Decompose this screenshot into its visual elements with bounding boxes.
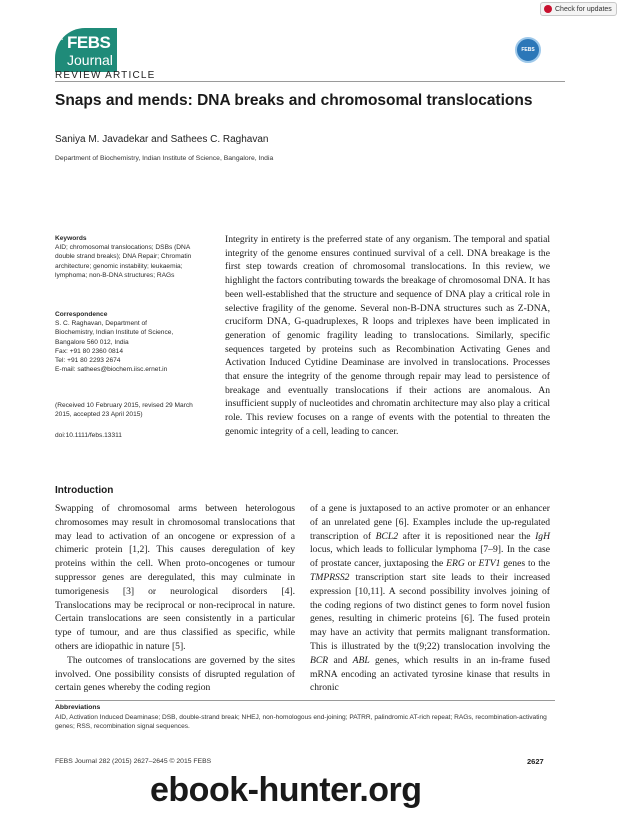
article-type: REVIEW ARTICLE <box>55 70 156 81</box>
header-divider <box>55 81 565 82</box>
paragraph: Swapping of chromosomal arms between heterologous chromosomes may result in chromosomal translocations that may lead to activation of an oncogene or expression of a chimeric protein [1,2]. This causes deregulation of key proteins within the cell. When proto-oncogenes or tumour suppressor genes are deregulated, this may culminate in tumorigenesis [3] or neurological disorders [4]. Translocations may be reciprocal or non-reciprocal in nature. Certain translocations are seen consistently in a particular type of tumour, and are thus classified as specific, while others are idiopathic in nature [5]. <box>55 503 295 652</box>
text-run: genes, which results in an in-frame fused mRNA encoding an activated tyrosine kinase that results in chronic <box>310 654 550 694</box>
text-run: transcription start site leads to their increased expression [10,11]. A second possibility involves joining of the coding regions of two distinct genes to form novel fusion genes, resulting in chimeric proteins [6]. The fused protein may have an activity that permits malignant transformation. This is illustrated by the t(9;22) translocation involving the <box>310 571 550 652</box>
correspondence-line: S. C. Raghavan, Department of <box>55 320 147 328</box>
doi-link[interactable]: doi:10.1111/febs.13311 <box>55 432 122 439</box>
text-run: or <box>464 558 479 570</box>
gene-name: BCL2 <box>375 530 399 542</box>
gene-name: ERG <box>446 558 465 570</box>
correspondence-block <box>55 310 205 374</box>
footer-citation: FEBS Journal 282 (2015) 2627–2645 © 2015 FEBS <box>55 758 212 765</box>
abbreviations-heading: Abbreviations <box>55 704 101 711</box>
keywords-block <box>55 234 205 280</box>
watermark-text: ebook-hunter.org <box>150 771 422 809</box>
text-run: genes to the <box>500 558 550 570</box>
correspondence-email[interactable]: E-mail: sathees@biochem.iisc.ernet.in <box>55 366 168 374</box>
abbreviations-text: AID, Activation Induced Deaminase; DSB, double-strand break; NHEJ, non-homologous end-joining; PATRR, palindromic AT-rich repeat; RAGs, recombination-activating genes; RSS, recombination signal sequences. <box>55 714 547 731</box>
text-run: locus, which leads to follicular lymphoma [7–9]. In the case of prostate cancer, juxtaposing the <box>310 544 550 570</box>
update-badge-icon <box>544 5 552 13</box>
text-run: and <box>328 654 353 666</box>
text-run: of a gene is juxtaposed to an active promoter or an enhancer of an unrelated gene [6]. Examples include the up-regulated transcription of <box>310 503 550 542</box>
article-authors: Saniya M. Javadekar and Sathees C. Raghavan <box>55 134 269 145</box>
journal-logo <box>55 28 117 72</box>
body-column-left <box>55 502 295 695</box>
footnote-divider <box>55 700 555 701</box>
keywords-heading: Keywords <box>55 235 87 242</box>
logo-the-text: the <box>59 32 65 41</box>
keywords-text: AID; chromosomal translocations; DSBs (DNA double strand breaks); DNA Repair; Chromatin architecture; genomic instability; leukaemia; lymphoma; non-B-DNA structures; RAGs <box>55 244 192 279</box>
gene-name: IgH <box>535 530 551 542</box>
received-dates: (Received 10 February 2015, revised 29 March 2015, accepted 23 April 2015) <box>55 402 193 419</box>
body-column-right <box>310 502 550 695</box>
introduction-heading: Introduction <box>55 485 114 496</box>
check-for-updates-button[interactable] <box>540 2 617 16</box>
logo-journal-text: Journal <box>67 52 113 68</box>
gene-name: ABL <box>352 654 370 666</box>
correspondence-line: Biochemistry, Indian Institute of Science, <box>55 329 174 337</box>
text-run: after it is repositioned near the <box>398 530 536 542</box>
correspondence-line: Bangalore 560 012, India <box>55 338 129 346</box>
gene-name: TMPRSS2 <box>310 571 350 583</box>
correspondence-tel: Tel: +91 80 2293 2674 <box>55 357 121 365</box>
paragraph: The outcomes of translocations are governed by the sites involved. One possibility consists of disrupted regulation of certain genes whereby the coding region <box>55 654 295 694</box>
article-title: Snaps and mends: DNA breaks and chromosomal translocations <box>55 92 533 109</box>
gene-name: BCR <box>310 654 329 666</box>
logo-febs-text: FEBS <box>67 33 111 52</box>
abstract-text: Integrity in entirety is the preferred state of any organism. The temporal and spatial integrity of the genome ensures continued survival of a cell. DNA breakage is the first step towards creation of chromosomal translocations. In this review, we highlight the factors contributing towards the breakage of chromosomal DNA. It has been well-established that the structure and sequence of DNA play a critical role in selective fragility of the genome. Several non-B-DNA structures such as Z-DNA, cruciform DNA, G-quadruplexes, R loops and triplexes have been implicated in generation of genomic fragility leading to translocations. Similarly, specific sequences targeted by proteins such as Recombination Activating Genes and Activation Induced Cytidine Deaminase are involved in translocations. Processes that ensure the integrity of the genome through repair may lead to persistence of breakage and eventually translocations if their actions are anomalous. An insufficient supply of nucleotides and chromatin architecture may also play a critical role. This review focuses on a range of events with the potential to threaten the genomic integrity of a cell, leading to cancer. <box>225 234 550 437</box>
seal-text: FEBS <box>521 47 535 53</box>
author-affiliation: Department of Biochemistry, Indian Institute of Science, Bangalore, India <box>55 155 274 162</box>
correspondence-fax: Fax: +91 80 2360 0814 <box>55 347 124 355</box>
check-for-updates-label: Check for updates <box>555 5 612 13</box>
page-number: 2627 <box>527 757 544 766</box>
correspondence-heading: Correspondence <box>55 311 108 318</box>
gene-name: ETV1 <box>478 558 501 570</box>
febs-seal-icon <box>515 37 541 63</box>
